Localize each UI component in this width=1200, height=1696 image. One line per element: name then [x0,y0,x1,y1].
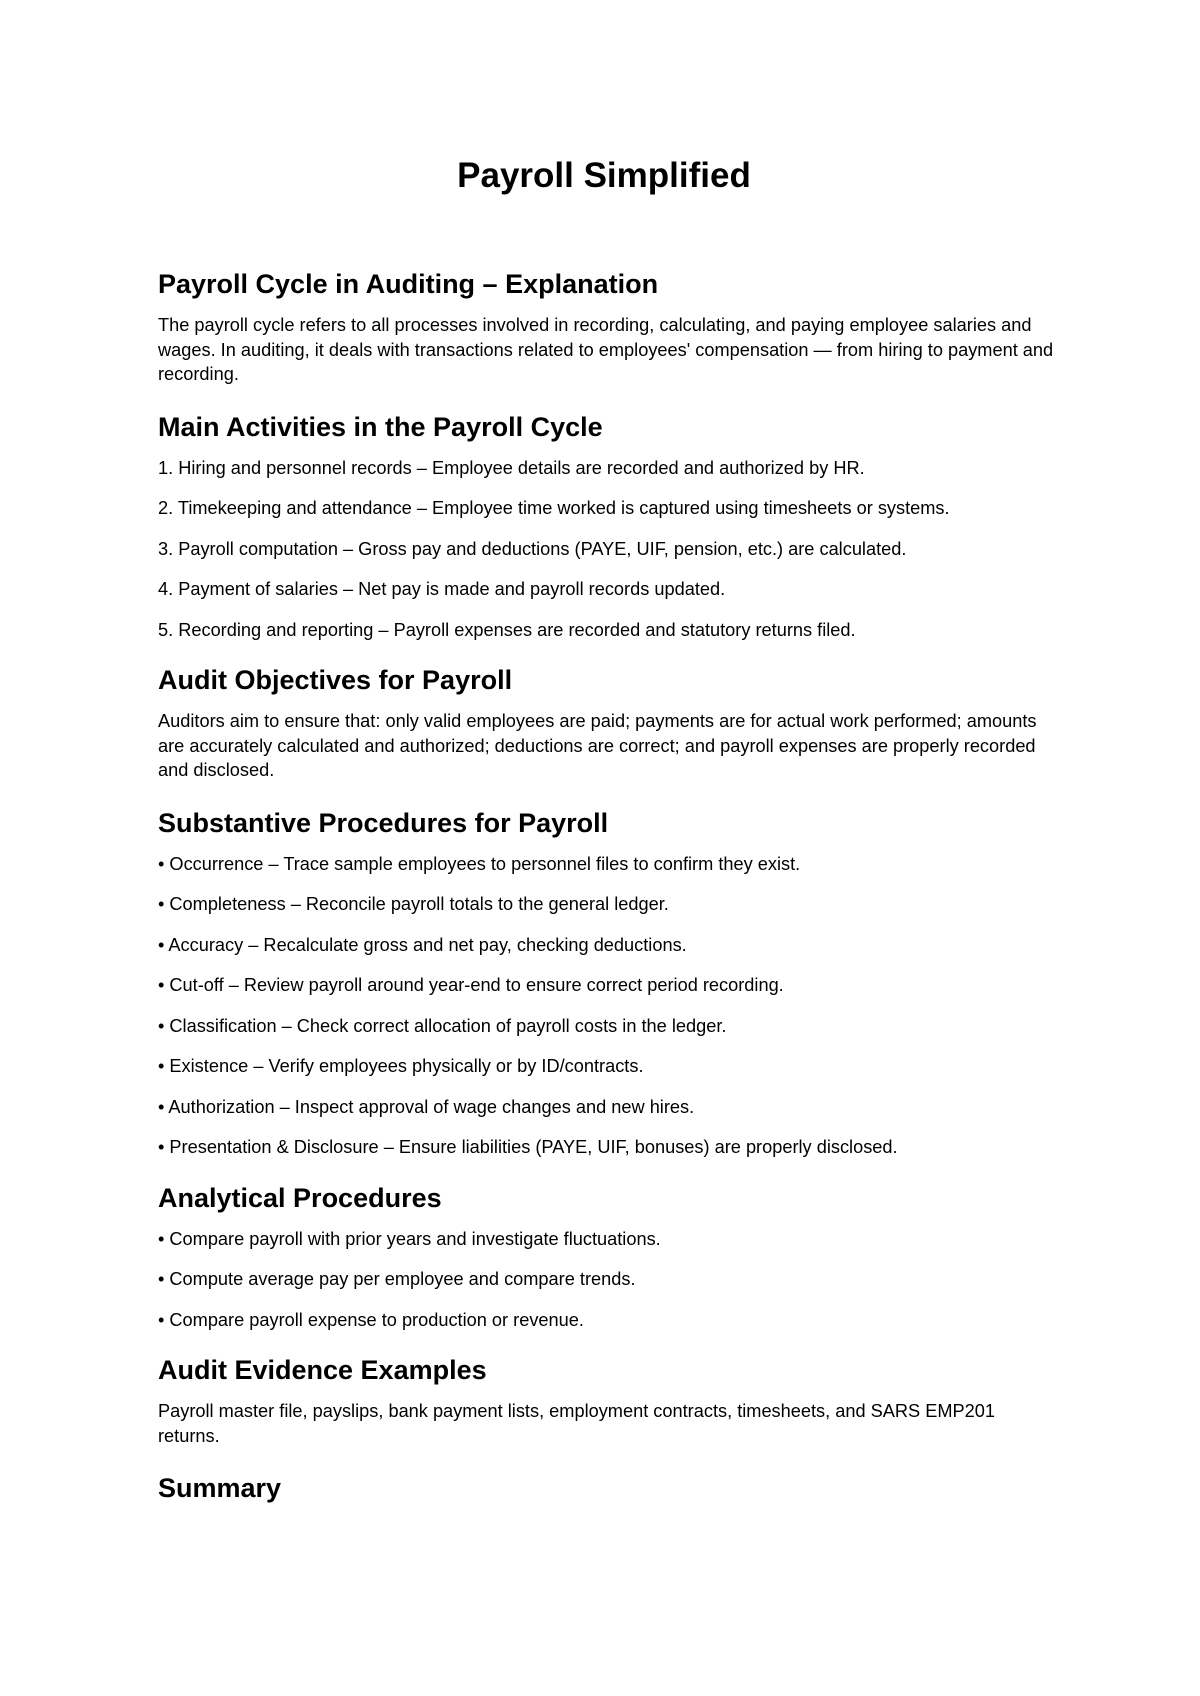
section-substantive-procedures [158,807,1058,1160]
list-item: • Cut-off – Review payroll around year-end to ensure correct period recording. [158,975,784,995]
section-paragraph: The payroll cycle refers to all processes involved in recording, calculating, and paying employee salaries and wages. In auditing, it deals with transactions related to employees' compensation — from hiring to payment and recording. [158,315,1054,384]
section-heading: Audit Objectives for Payroll [158,665,513,695]
section-heading: Payroll Cycle in Auditing – Explanation [158,269,659,299]
list-item: 5. Recording and reporting – Payroll expenses are recorded and statutory returns filed. [158,619,856,640]
document-title: Payroll Simplified [457,156,751,195]
section-main-activities [158,411,1058,643]
list-item: 3. Payroll computation – Gross pay and deductions (PAYE, UIF, pension, etc.) are calculated. [158,538,907,559]
section-summary [158,1472,1058,1504]
section-heading: Analytical Procedures [158,1182,442,1213]
list-item: • Presentation & Disclosure – Ensure liabilities (PAYE, UIF, bonuses) are properly disclosed. [158,1137,898,1157]
section-audit-objectives [158,664,1058,783]
section-paragraph: Payroll master file, payslips, bank payment lists, employment contracts, timesheets, and SARS EMP201 returns. [158,1401,995,1446]
list-item: • Classification – Check correct allocation of payroll costs in the ledger. [158,1015,727,1036]
section-heading: Audit Evidence Examples [158,1355,487,1385]
section-paragraph: Auditors aim to ensure that: only valid employees are paid; payments are for actual work performed; amounts are accurately calculated and authorized; deductions are correct; and payroll expenses are properly recorded and disclosed. [158,711,1037,780]
list-item: • Compare payroll with prior years and investigate fluctuations. [158,1228,661,1249]
section-heading: Main Activities in the Payroll Cycle [158,411,603,442]
section-analytical-procedures [158,1182,1058,1333]
list-item: • Compute average pay per employee and compare trends. [158,1269,636,1289]
document-body [158,268,1058,1517]
list-item: • Occurrence – Trace sample employees to personnel files to confirm they exist. [158,853,801,874]
section-heading: Summary [158,1473,282,1503]
list-item: • Authorization – Inspect approval of wage changes and new hires. [158,1096,695,1117]
list-item: • Compare payroll expense to production or revenue. [158,1309,584,1330]
list-item: 2. Timekeeping and attendance – Employee time worked is captured using timesheets or systems. [158,498,950,518]
list-item: • Completeness – Reconcile payroll totals to the general ledger. [158,894,669,914]
list-item: • Accuracy – Recalculate gross and net pay, checking deductions. [158,934,687,955]
section-heading: Substantive Procedures for Payroll [158,807,609,838]
list-item: • Existence – Verify employees physically or by ID/contracts. [158,1056,644,1076]
list-item: 4. Payment of salaries – Net pay is made and payroll records updated. [158,579,726,599]
list-item: 1. Hiring and personnel records – Employee details are recorded and authorized by HR. [158,457,865,478]
section-audit-evidence [158,1354,1058,1448]
section-payroll-cycle [158,268,1058,387]
